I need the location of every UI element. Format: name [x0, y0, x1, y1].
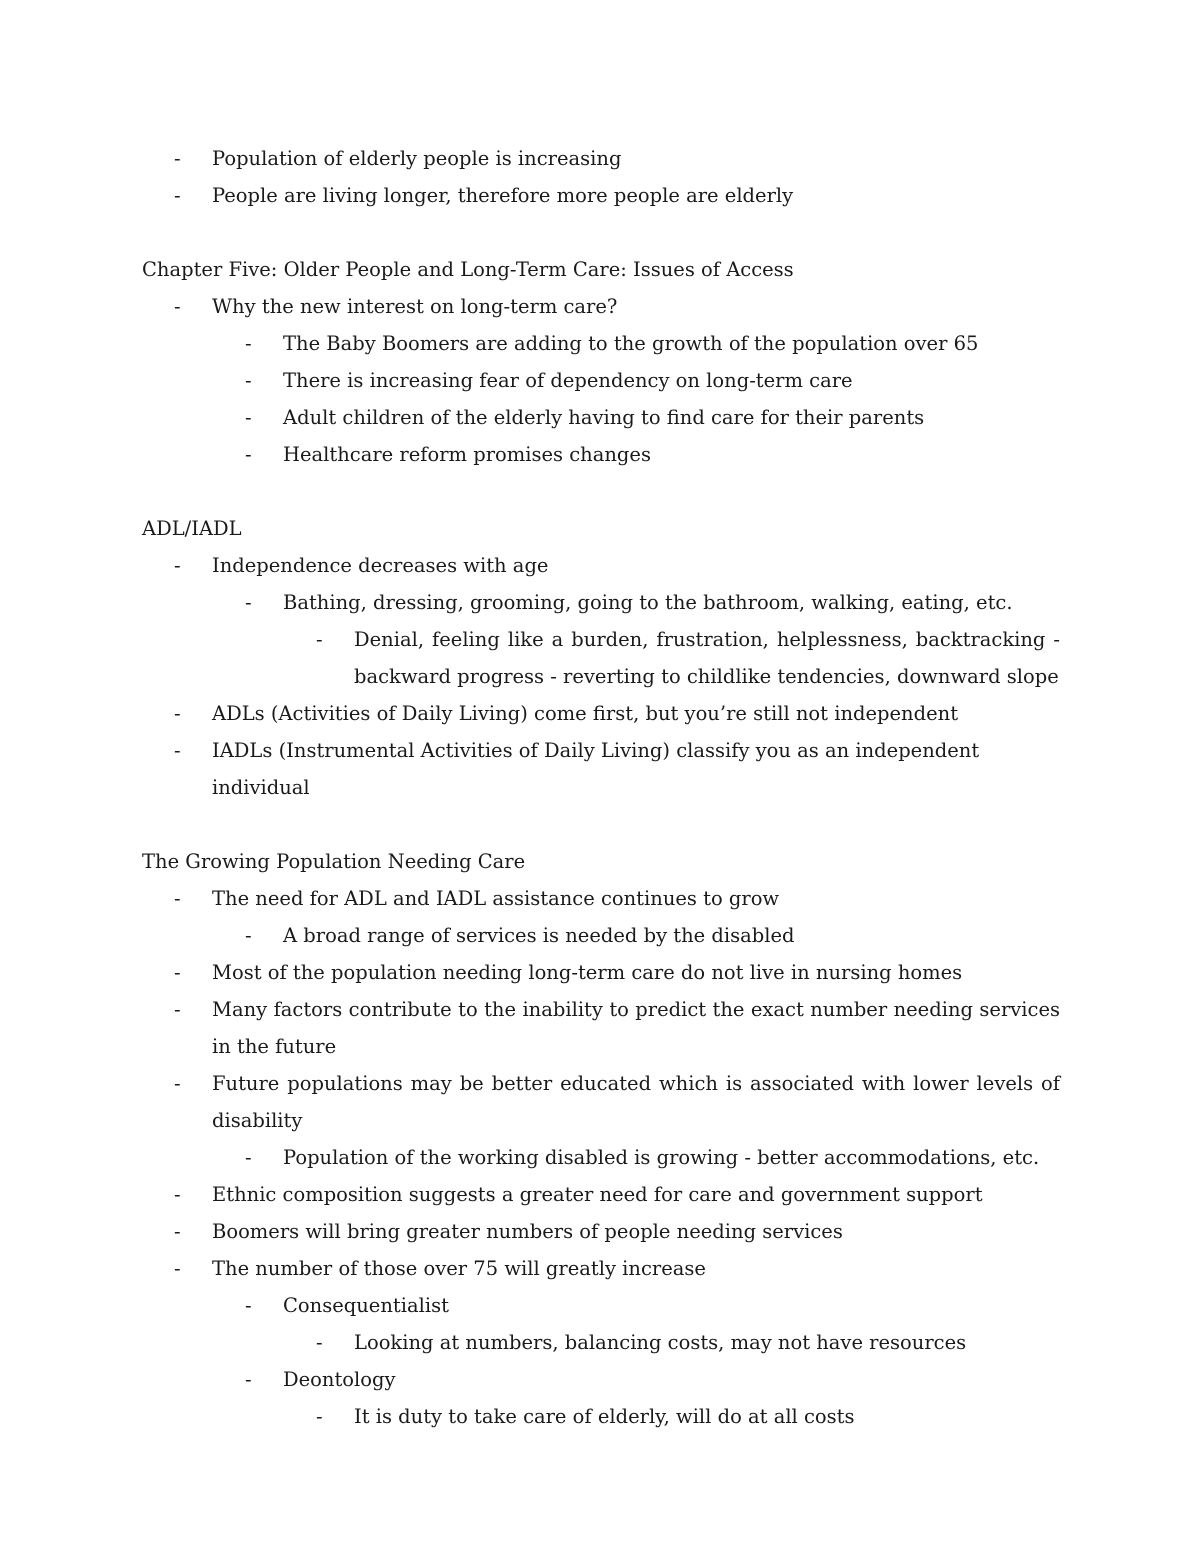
bullet-dash: - [174, 295, 181, 318]
bullet-dash: - [245, 1146, 252, 1169]
list-item-text: A broad range of services is needed by the disabled [283, 924, 795, 947]
list-item [142, 1287, 1060, 1324]
list-item-text: Why the new interest on long-term care? [212, 295, 618, 318]
list-item [142, 140, 1060, 177]
bullet-dash: - [245, 443, 252, 466]
list-item [142, 547, 1060, 584]
list-item [142, 1361, 1060, 1398]
list-item-text: Most of the population needing long-term care do not live in nursing homes [212, 961, 963, 984]
list-item [142, 732, 1060, 806]
list-item-text: Population of elderly people is increasing [212, 147, 622, 170]
document-body [142, 140, 1060, 1435]
section-heading-growing-population: The Growing Population Needing Care [142, 850, 526, 873]
list-item-text: The number of those over 75 will greatly increase [212, 1257, 706, 1280]
bullet-dash: - [316, 1331, 323, 1354]
list-item [142, 917, 1060, 954]
list-item [142, 584, 1060, 621]
list-item-text: Bathing, dressing, grooming, going to the bathroom, walking, eating, etc. [283, 591, 1013, 614]
list-item-text: People are living longer, therefore more people are elderly [212, 184, 794, 207]
section-gap [142, 473, 1060, 510]
bullet-dash: - [245, 406, 252, 429]
list-item-text: Many factors contribute to the inability to predict the exact number needing services in the future [212, 998, 1060, 1058]
list-item-text: ADLs (Activities of Daily Living) come first, but you’re still not independent [212, 702, 959, 725]
list-item [142, 621, 1060, 695]
section-gap [142, 806, 1060, 843]
list-item [142, 436, 1060, 473]
bullet-dash: - [174, 1183, 181, 1206]
list-item-text: Consequentialist [283, 1294, 449, 1317]
bullet-dash: - [174, 998, 181, 1021]
bullet-dash: - [174, 184, 181, 207]
list-item [142, 1065, 1060, 1139]
bullet-dash: - [174, 1220, 181, 1243]
bullet-dash: - [245, 591, 252, 614]
bullet-dash: - [174, 739, 181, 762]
list-item [142, 288, 1060, 325]
list-item-text: Future populations may be better educated which is associated with lower levels of disability [212, 1072, 1060, 1132]
list-item [142, 991, 1060, 1065]
bullet-dash: - [174, 147, 181, 170]
list-item-text: Denial, feeling like a burden, frustration, helplessness, backtracking - backward progress - reverting to childlike tendencies, downward slope [354, 628, 1060, 688]
list-item [142, 1176, 1060, 1213]
bullet-dash: - [174, 702, 181, 725]
list-item-text: There is increasing fear of dependency on long-term care [283, 369, 853, 392]
section-heading-adl-iadl: ADL/IADL [142, 517, 242, 540]
list-item-text: Deontology [283, 1368, 396, 1391]
bullet-dash: - [245, 924, 252, 947]
list-item [142, 880, 1060, 917]
list-item [142, 954, 1060, 991]
list-item [142, 1324, 1060, 1361]
list-item-text: IADLs (Instrumental Activities of Daily Living) classify you as an independent individual [212, 739, 980, 799]
list-item-text: Independence decreases with age [212, 554, 549, 577]
bullet-dash: - [316, 1405, 323, 1428]
bullet-dash: - [174, 554, 181, 577]
list-item [142, 325, 1060, 362]
section-gap [142, 214, 1060, 251]
list-item [142, 177, 1060, 214]
list-item-text: It is duty to take care of elderly, will do at all costs [354, 1405, 855, 1428]
list-item-text: Adult children of the elderly having to find care for their parents [283, 406, 925, 429]
bullet-dash: - [174, 1257, 181, 1280]
bullet-dash: - [245, 369, 252, 392]
list-item [142, 399, 1060, 436]
list-item [142, 695, 1060, 732]
list-item-text: Ethnic composition suggests a greater need for care and government support [212, 1183, 983, 1206]
list-item [142, 1398, 1060, 1435]
list-item [142, 1139, 1060, 1176]
bullet-dash: - [245, 1368, 252, 1391]
list-item-text: Boomers will bring greater numbers of people needing services [212, 1220, 843, 1243]
list-item-text: The need for ADL and IADL assistance continues to grow [212, 887, 780, 910]
list-item-text: Looking at numbers, balancing costs, may not have resources [354, 1331, 967, 1354]
bullet-dash: - [174, 887, 181, 910]
list-item-text: Healthcare reform promises changes [283, 443, 651, 466]
list-item [142, 1213, 1060, 1250]
list-item [142, 362, 1060, 399]
bullet-dash: - [174, 1072, 181, 1095]
section-heading-chapter-five: Chapter Five: Older People and Long-Term Care: Issues of Access [142, 258, 794, 281]
bullet-dash: - [245, 1294, 252, 1317]
list-item-text: The Baby Boomers are adding to the growth of the population over 65 [283, 332, 979, 355]
bullet-dash: - [245, 332, 252, 355]
list-item-text: Population of the working disabled is growing - better accommodations, etc. [283, 1146, 1040, 1169]
list-item [142, 1250, 1060, 1287]
bullet-dash: - [174, 961, 181, 984]
bullet-dash: - [316, 628, 323, 651]
